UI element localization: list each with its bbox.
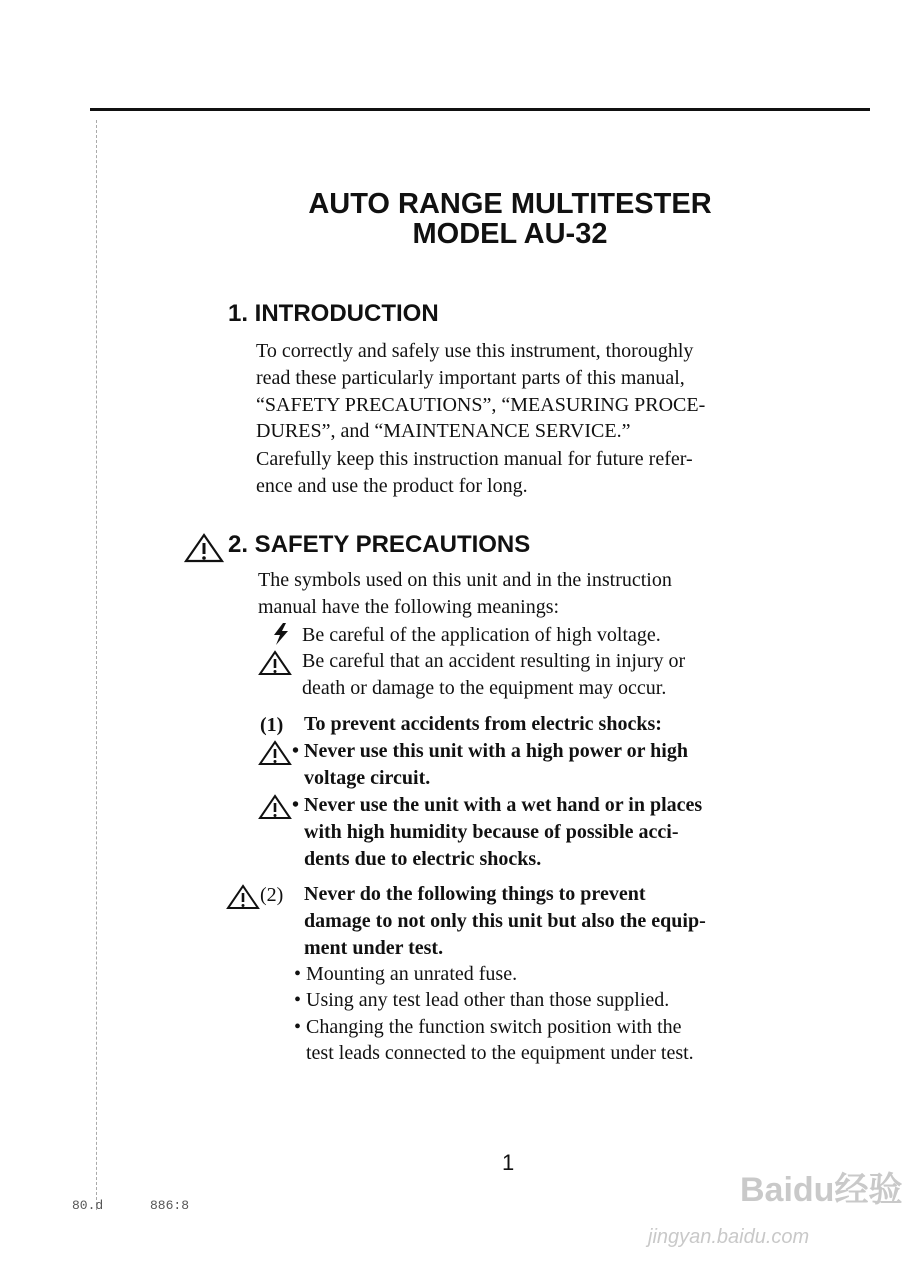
intro-text-line: DURES”, and “MAINTENANCE SERVICE.” xyxy=(256,420,631,442)
intro-text-line: To correctly and safely use this instrument, thoroughly xyxy=(256,340,694,362)
intro-text-line: ence and use the product for long. xyxy=(256,475,528,497)
warning-triangle-icon xyxy=(184,533,224,563)
intro-text-line: read these particularly important parts of this manual, xyxy=(256,367,685,389)
section-heading-safety: 2. SAFETY PRECAUTIONS xyxy=(228,531,531,558)
bullet-line: dents due to electric shocks. xyxy=(304,848,542,870)
watermark-logo: Baidu经验 xyxy=(740,1171,903,1209)
item-text-line: Never do the following things to prevent xyxy=(304,883,646,905)
warning-triangle-icon xyxy=(258,740,292,766)
scan-edge xyxy=(96,120,97,1210)
item-title: To prevent accidents from electric shocks: xyxy=(304,713,662,735)
symbol-meaning-line: Be careful of the application of high voltage. xyxy=(302,624,661,646)
intro-text-line: “SAFETY PRECAUTIONS”, “MEASURING PROCE- xyxy=(256,394,706,416)
page-number: 1 xyxy=(502,1150,515,1175)
intro-text-line: Carefully keep this instruction manual for future refer- xyxy=(256,448,693,470)
fax-footer-left: 80.d xyxy=(72,1198,104,1213)
item-number: (1) xyxy=(260,714,284,736)
item-text-line: ment under test. xyxy=(304,937,444,959)
bullet-line: • Changing the function switch position with the xyxy=(294,1016,682,1038)
bullet-line: voltage circuit. xyxy=(304,767,431,789)
document-title: AUTO RANGE MULTITESTER xyxy=(308,188,712,220)
safety-intro-line: The symbols used on this unit and in the instruction xyxy=(258,569,672,591)
section-heading-introduction: 1. INTRODUCTION xyxy=(228,300,439,327)
item-text-line: damage to not only this unit but also the equip- xyxy=(304,910,706,932)
item-number: (2) xyxy=(260,884,284,906)
top-rule xyxy=(90,108,870,111)
watermark-url: jingyan.baidu.com xyxy=(648,1226,810,1248)
bullet-line: • Never use the unit with a wet hand or in places xyxy=(292,794,703,816)
document-subtitle: MODEL AU-32 xyxy=(412,218,608,250)
fax-footer-left: 886:8 xyxy=(150,1198,190,1213)
safety-intro-line: manual have the following meanings: xyxy=(258,596,560,618)
bullet-line: with high humidity because of possible acci- xyxy=(304,821,679,843)
symbol-meaning-line: Be careful that an accident resulting in injury or xyxy=(302,650,686,672)
bullet-line: • Mounting an unrated fuse. xyxy=(294,963,518,985)
warning-triangle-icon xyxy=(258,650,292,676)
bullet-line: • Never use this unit with a high power or high xyxy=(292,740,688,762)
warning-triangle-icon xyxy=(258,794,292,820)
symbol-meaning-line: death or damage to the equipment may occur. xyxy=(302,677,667,699)
bullet-line: • Using any test lead other than those supplied. xyxy=(294,989,670,1011)
high-voltage-icon xyxy=(270,622,292,646)
warning-triangle-icon xyxy=(226,884,260,910)
bullet-line: test leads connected to the equipment under test. xyxy=(306,1042,694,1064)
